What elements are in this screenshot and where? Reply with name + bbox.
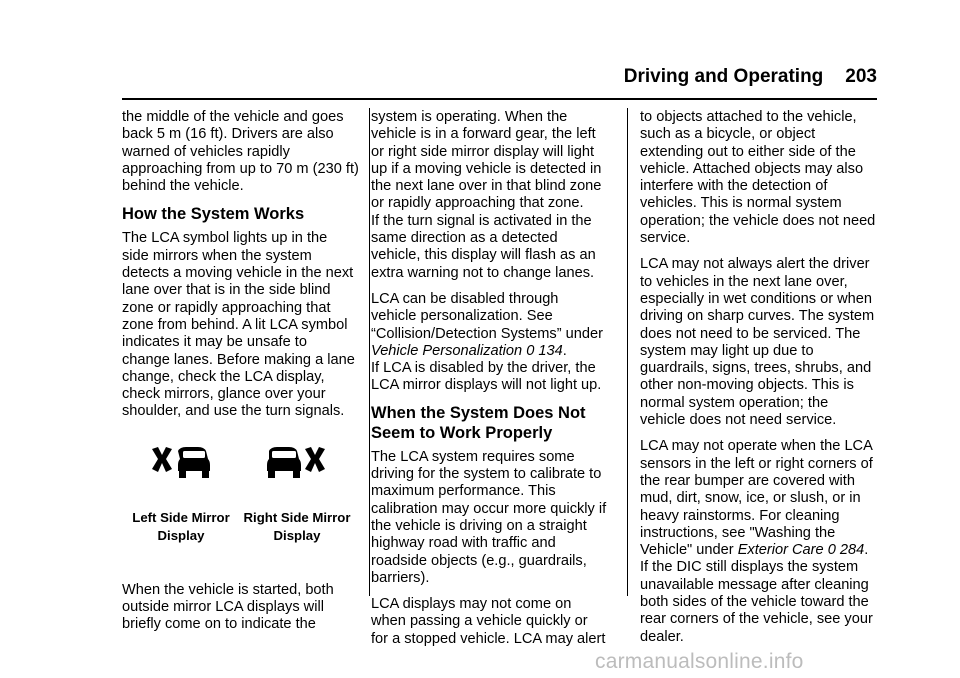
column-divider-1	[369, 108, 370, 596]
paragraph-disable	[371, 291, 618, 395]
paragraph-operation	[371, 109, 618, 282]
text-line: or rapidly approaching that zone.	[371, 195, 584, 212]
text-line: The LCA symbol lights up in the	[122, 230, 328, 247]
text-line: back 5 m (16 ft). Drivers are also	[122, 126, 334, 143]
text-line: LCA may not operate when the LCA	[640, 438, 873, 455]
paragraph-how-it-works	[122, 230, 358, 420]
caption-line: Display	[157, 527, 205, 543]
text-line: briefly come on to indicate the	[122, 616, 316, 633]
column-2	[371, 109, 618, 648]
text-line: behind the vehicle.	[122, 178, 244, 195]
text-line: extra warning not to change lanes.	[371, 264, 595, 281]
text-line: vehicle is in a forward gear, the left	[371, 126, 596, 143]
text-line: zone from behind. A lit LCA symbol	[122, 316, 348, 333]
text-line: vehicle does not need service.	[640, 412, 837, 429]
text-line: vehicle. Attached objects may also	[640, 160, 864, 177]
heading-system-not-working	[371, 403, 618, 443]
text-line: approaching from up to 70 m (230 ft)	[122, 160, 359, 177]
text-line: for a stopped vehicle. LCA may alert	[371, 630, 606, 647]
text-line: heavy rainstorms. For cleaning	[640, 507, 840, 524]
text-line: If the turn signal is activated in the	[371, 212, 592, 229]
heading-line: Seem to Work Properly	[371, 423, 553, 442]
text-line: lane over that is in the side blind	[122, 282, 331, 299]
page-ref-134[interactable]: 0 134	[526, 342, 563, 359]
text-line: vehicles. This is normal system	[640, 195, 842, 212]
text-line: guardrails, signs, trees, shrubs, and	[640, 360, 872, 377]
text-line: same direction as a detected	[371, 230, 558, 247]
text-line: driving on sharp curves. The system	[640, 308, 875, 325]
lca-mirror-display-figure	[122, 427, 358, 582]
text-span: Vehicle" under	[640, 542, 738, 559]
text-line: does not need to be serviced. The	[640, 325, 861, 342]
caption-line: Display	[273, 527, 321, 543]
paragraph-intro	[122, 109, 358, 195]
page-header	[0, 66, 877, 88]
column-3	[640, 109, 880, 646]
text-line: indicates it may be unsafe to	[122, 334, 307, 351]
text-line: LCA displays may not come on	[371, 596, 572, 613]
paragraph-wet-conditions	[640, 256, 880, 429]
text-line: LCA mirror displays will not light up.	[371, 377, 602, 394]
text-line: interfere with the detection of	[640, 178, 828, 195]
text-line: change, check the LCA display,	[122, 368, 325, 385]
text-line: outside mirror LCA displays will	[122, 599, 324, 616]
vehicle-personalization-link[interactable]: Vehicle Personalization	[371, 342, 523, 359]
text-line: such as a bicycle, or object	[640, 126, 816, 143]
paragraph-calibration	[371, 449, 618, 587]
text-line: calibration may occur more quickly if	[371, 500, 607, 517]
caption-line: Left Side Mirror	[132, 509, 230, 525]
right-mirror-caption	[238, 509, 356, 545]
text-line: driving for the system to calibrate to	[371, 466, 602, 483]
paragraph-sensors-covered	[640, 438, 880, 646]
heading-line: When the System Does Not	[371, 403, 586, 422]
text-line: the middle of the vehicle and goes	[122, 109, 344, 125]
exterior-care-link[interactable]: Exterior Care	[737, 542, 824, 559]
text-line: unavailable message after cleaning	[640, 576, 869, 593]
text-line: other non-moving objects. This is	[640, 377, 854, 394]
text-line: barriers).	[371, 569, 430, 586]
text-line: change lanes. Before making a lane	[122, 351, 355, 368]
text-line: operation; the vehicle does not need	[640, 212, 876, 229]
punctuation: .	[864, 542, 869, 559]
text-line: “Collision/Detection Systems” under	[371, 325, 603, 342]
text-line: LCA may not always alert the driver	[640, 256, 870, 273]
text-line: up if a moving vehicle is detected in	[371, 160, 602, 177]
text-line: or right side mirror display will light	[371, 143, 595, 160]
text-line: sensors in the left or right corners of	[640, 455, 873, 472]
text-line: maximum performance. This	[371, 483, 556, 500]
column-divider-2	[627, 108, 628, 596]
text-line: the next lane over in that blind zone	[371, 178, 602, 195]
text-line: side mirrors when the system	[122, 247, 312, 264]
text-line: check mirrors, glance over your	[122, 386, 326, 403]
text-line: shoulder, and use the turn signals.	[122, 403, 345, 420]
column-1	[122, 109, 358, 634]
text-line: LCA can be disabled through	[371, 290, 559, 307]
text-line: normal system operation; the	[640, 394, 829, 411]
text-line: rear corners of the vehicle, see your	[640, 611, 873, 628]
text-line: If LCA is disabled by the driver, the	[371, 360, 596, 377]
text-line: dealer.	[640, 628, 684, 645]
text-line: zone or rapidly approaching that	[122, 299, 331, 316]
text-line: If the DIC still displays the system	[640, 559, 859, 576]
text-line: when passing a vehicle quickly or	[371, 613, 588, 630]
text-line: system is operating. When the	[371, 109, 568, 125]
left-mirror-caption	[122, 509, 240, 545]
text-line: both sides of the vehicle toward the	[640, 594, 869, 611]
text-line: roadside objects (e.g., guardrails,	[371, 552, 587, 569]
text-line: service.	[640, 230, 691, 247]
left-mirror-lca-icon	[150, 445, 210, 479]
text-line: When the vehicle is started, both	[122, 581, 334, 598]
text-line: to objects attached to the vehicle,	[640, 109, 857, 125]
page-number: 203	[845, 66, 877, 87]
text-line: system may light up due to	[640, 342, 814, 359]
right-mirror-lca-icon	[267, 445, 327, 479]
section-title: Driving and Operating	[623, 66, 824, 87]
paragraph-may-not-come-on	[371, 596, 618, 648]
text-line: vehicle, this display will flash as an	[371, 247, 596, 264]
text-line: instructions, see "Washing the	[640, 524, 836, 541]
text-line: warned of vehicles rapidly	[122, 143, 290, 160]
header-rule	[122, 98, 877, 100]
text-line	[371, 343, 618, 360]
text-line: the rear bumper are covered with	[640, 472, 855, 489]
paragraph-startup	[122, 582, 358, 634]
watermark: carmanualsonline.info	[595, 650, 804, 673]
text-line: vehicle personalization. See	[371, 308, 553, 325]
caption-line: Right Side Mirror	[243, 509, 351, 525]
heading-how-system-works: How the System Works	[122, 205, 305, 224]
text-line: detects a moving vehicle in the next	[122, 265, 354, 282]
text-line	[640, 542, 880, 559]
text-line: extending out to either side of the	[640, 143, 856, 160]
text-line: the vehicle is driving on a straight	[371, 517, 587, 534]
page-ref-284[interactable]: 0 284	[827, 542, 865, 559]
text-line: mud, dirt, snow, ice, or slush, or in	[640, 490, 861, 507]
paragraph-attached-objects	[640, 109, 880, 247]
text-line: especially in wet conditions or when	[640, 290, 873, 307]
text-line: to vehicles in the next lane over,	[640, 273, 848, 290]
punctuation: .	[562, 342, 567, 359]
text-line: highway road with traffic and	[371, 535, 556, 552]
text-line: The LCA system requires some	[371, 448, 575, 465]
